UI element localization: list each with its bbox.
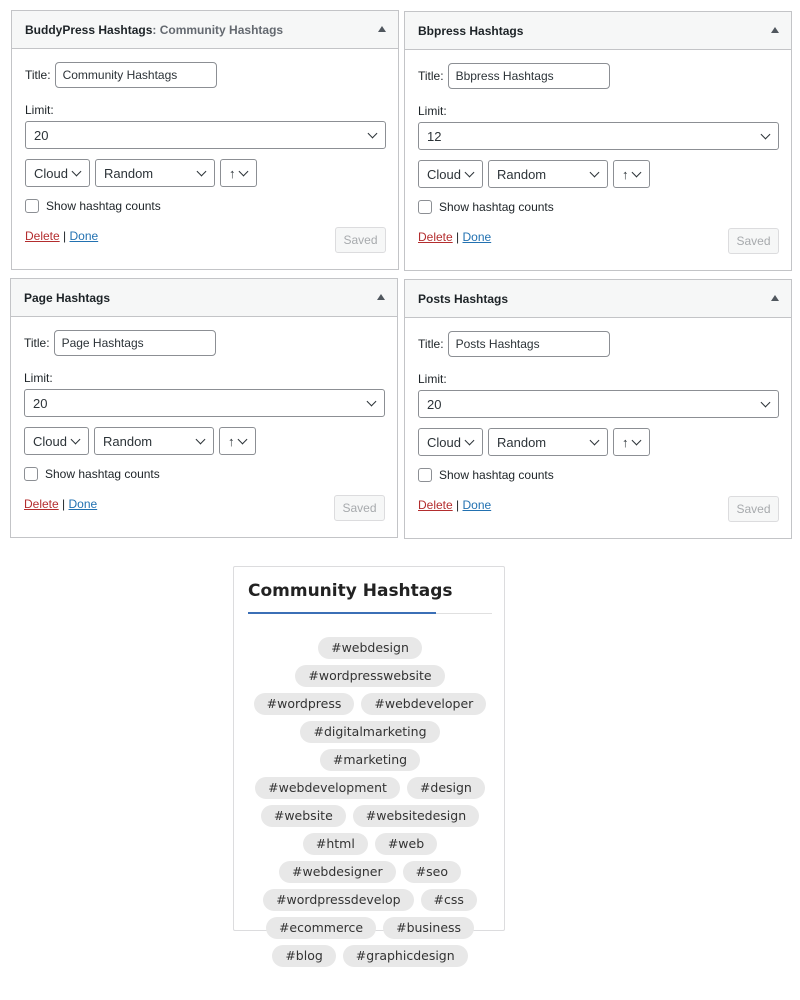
hashtag-cloud-preview [233,566,505,963]
display-type-select[interactable] [24,427,89,455]
widget-header[interactable] [405,280,791,318]
chevron-down-icon [465,436,475,446]
delete-link[interactable]: Delete [24,497,59,511]
show-counts-label: Show hashtag counts [46,199,161,213]
saved-button[interactable]: Saved [334,495,385,521]
widget-buddypress-hashtags [11,10,399,270]
limit-value: 12 [427,128,442,144]
chevron-down-icon [632,168,642,178]
delete-link[interactable]: Delete [418,230,453,244]
title-input[interactable] [54,330,216,356]
link-separator: | [63,229,67,243]
show-counts-checkbox[interactable] [418,200,432,214]
limit-select[interactable] [418,122,779,150]
chevron-down-icon [238,435,248,445]
direction-value: ↑ [622,434,629,450]
done-link[interactable]: Done [68,497,98,511]
limit-label: Limit: [418,104,447,118]
order-value: Random [497,434,547,450]
hashtag-pill[interactable]: #design [407,777,485,799]
saved-button[interactable]: Saved [728,496,779,522]
direction-value: ↑ [229,165,236,181]
hashtag-pill[interactable]: #wordpressdevelop [263,889,413,911]
delete-link[interactable]: Delete [418,498,453,512]
hashtag-pill[interactable]: #css [421,889,477,911]
order-value: Random [497,166,547,182]
link-separator: | [62,497,66,511]
display-type-select[interactable] [418,428,483,456]
hashtag-pill[interactable]: #html [303,833,368,855]
collapse-arrow-icon[interactable] [377,294,385,300]
title-label: Title: [25,68,51,82]
order-value: Random [103,433,153,449]
collapse-arrow-icon[interactable] [378,26,386,32]
chevron-down-icon [72,167,82,177]
limit-value: 20 [34,127,49,143]
chevron-down-icon [590,168,600,178]
chevron-down-icon [71,435,81,445]
show-counts-label: Show hashtag counts [45,467,160,481]
hashtag-pill[interactable]: #blog [272,945,335,967]
chevron-down-icon [632,436,642,446]
chevron-down-icon [465,168,475,178]
limit-label: Limit: [25,103,54,117]
chevron-down-icon [761,398,771,408]
limit-select[interactable] [24,389,385,417]
limit-select[interactable] [418,390,779,418]
hashtag-pill[interactable]: #wordpress [254,693,355,715]
hashtag-pill[interactable]: #website [261,805,346,827]
hashtag-pill[interactable]: #graphicdesign [343,945,468,967]
order-value: Random [104,165,154,181]
chevron-down-icon [590,436,600,446]
limit-select[interactable] [25,121,386,149]
preview-title: Community Hashtags [248,581,453,601]
title-label: Title: [24,336,50,350]
hashtag-pill[interactable]: #webdevelopment [255,777,400,799]
display-type-value: Cloud [33,433,67,449]
display-type-value: Cloud [427,166,461,182]
done-link[interactable]: Done [69,229,99,243]
widget-bbpress-hashtags [404,11,792,271]
hashtag-pill[interactable]: #ecommerce [266,917,376,939]
hashtag-pill[interactable]: #marketing [320,749,420,771]
link-separator: | [456,230,460,244]
title-label: Title: [418,69,444,83]
hashtag-pill[interactable]: #wordpresswebsite [295,665,444,687]
widget-page-hashtags [10,278,398,538]
hashtag-pill[interactable]: #seo [403,861,461,883]
limit-value: 20 [427,396,442,412]
show-counts-checkbox[interactable] [24,467,38,481]
show-counts-label: Show hashtag counts [439,200,554,214]
direction-value: ↑ [622,166,629,182]
direction-select[interactable] [219,427,256,455]
hashtag-pill[interactable]: #business [383,917,474,939]
chevron-down-icon [761,130,771,140]
link-separator: | [456,498,460,512]
widget-title: BuddyPress Hashtags [25,22,153,37]
hashtag-cloud [248,637,492,967]
chevron-down-icon [196,435,206,445]
collapse-arrow-icon[interactable] [771,27,779,33]
limit-label: Limit: [24,371,53,385]
show-counts-checkbox[interactable] [25,199,39,213]
title-input[interactable] [448,331,610,357]
direction-value: ↑ [228,433,235,449]
saved-button[interactable]: Saved [335,227,386,253]
show-counts-label: Show hashtag counts [439,468,554,482]
hashtag-pill[interactable]: #web [375,833,437,855]
widget-header[interactable] [405,12,791,50]
chevron-down-icon [197,167,207,177]
widget-header[interactable] [11,279,397,317]
direction-select[interactable] [613,428,650,456]
hashtag-pill[interactable]: #websitedesign [353,805,479,827]
title-label: Title: [418,337,444,351]
show-counts-checkbox[interactable] [418,468,432,482]
delete-link[interactable]: Delete [25,229,60,243]
order-select[interactable] [95,159,215,187]
widget-header[interactable] [12,11,398,49]
chevron-down-icon [367,397,377,407]
done-link[interactable]: Done [462,230,492,244]
widget-subtitle: : Community Hashtags [152,22,284,37]
hashtag-pill[interactable]: #webdeveloper [361,693,486,715]
display-type-select[interactable] [25,159,90,187]
done-link[interactable]: Done [462,498,492,512]
display-type-value: Cloud [427,434,461,450]
widget-title: Posts Hashtags [418,291,509,306]
title-input[interactable] [55,62,217,88]
chevron-down-icon [239,167,249,177]
widget-title: Page Hashtags [24,290,111,305]
limit-value: 20 [33,395,48,411]
limit-label: Limit: [418,372,447,386]
widget-posts-hashtags [404,279,792,539]
direction-select[interactable] [613,160,650,188]
order-select[interactable] [94,427,214,455]
display-type-select[interactable] [418,160,483,188]
hashtag-pill[interactable]: #webdesign [318,637,422,659]
saved-button[interactable]: Saved [728,228,779,254]
order-select[interactable] [488,428,608,456]
direction-select[interactable] [220,159,257,187]
hashtag-pill[interactable]: #digitalmarketing [300,721,439,743]
collapse-arrow-icon[interactable] [771,295,779,301]
title-input[interactable] [448,63,610,89]
hashtag-pill[interactable]: #webdesigner [279,861,396,883]
display-type-value: Cloud [34,165,68,181]
chevron-down-icon [368,129,378,139]
widget-title: Bbpress Hashtags [418,23,524,38]
order-select[interactable] [488,160,608,188]
title-underline-accent [248,612,436,614]
